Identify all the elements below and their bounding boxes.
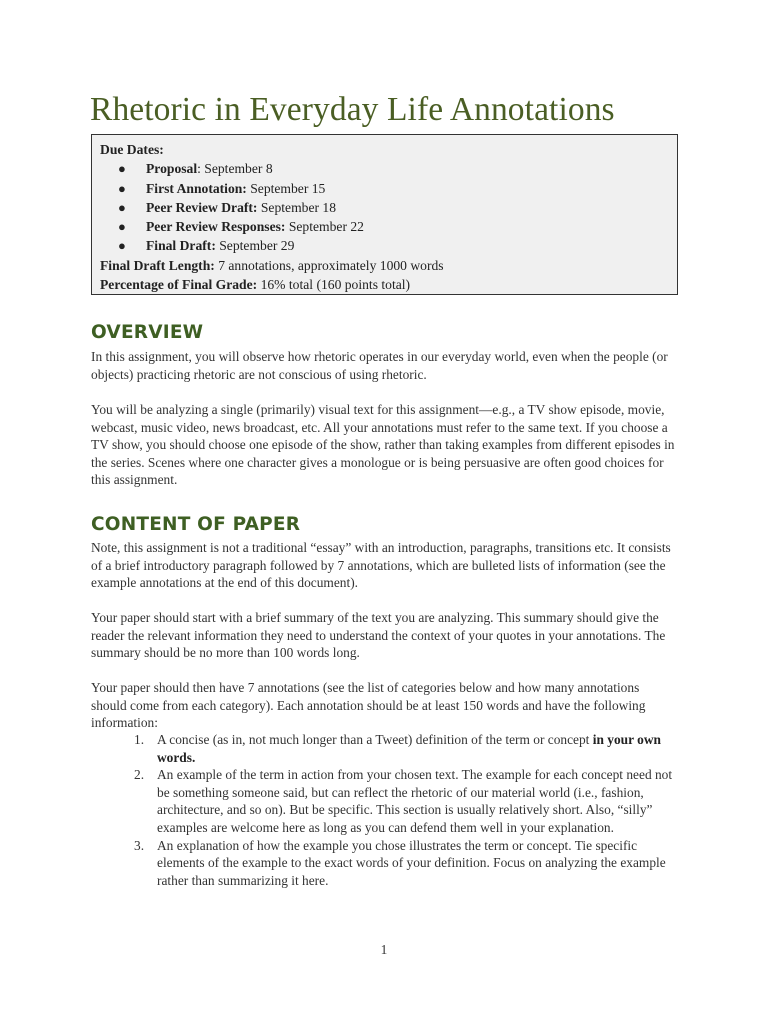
due-date-item xyxy=(100,198,677,217)
due-date-label: Peer Review Responses: xyxy=(146,219,286,235)
list-number: 2. xyxy=(134,767,145,783)
due-date-item xyxy=(100,236,677,255)
list-item xyxy=(91,731,676,766)
due-date-label: Proposal xyxy=(146,161,198,177)
content-paragraph-2: Your paper should start with a brief summary of the text you are analyzing. This summary should give the reader the relevant information they need to understand the context of your quotes in your annotations. The summary should be no more than 100 words long. xyxy=(91,610,666,661)
due-date-label: Peer Review Draft: xyxy=(146,199,258,215)
content-paragraph-3: Your paper should then have 7 annotations (see the list of categories below and how many annotations should come from each category). Each annotation should be at least 150 words and have the following information: xyxy=(91,680,646,731)
content-paragraph-1: Note, this assignment is not a traditional “essay” with an introduction, paragraphs, transitions etc. It consists of a brief introductory paragraph followed by 7 annotations, which are bulleted lists of information (see the example annotations at the end of this document). xyxy=(91,540,671,591)
bullet-icon: ● xyxy=(118,238,126,254)
due-dates-heading: Due Dates: xyxy=(100,142,164,157)
content-of-paper-heading: CONTENT OF PAPER xyxy=(91,514,301,535)
due-dates-box xyxy=(91,134,678,295)
overview-heading: OVERVIEW xyxy=(91,322,204,343)
due-date-label: Final Draft: xyxy=(146,238,216,254)
final-grade-percentage xyxy=(100,275,677,294)
due-date-item xyxy=(100,217,677,236)
bullet-icon: ● xyxy=(118,161,126,177)
list-number: 3. xyxy=(134,837,145,853)
annotation-requirements-list xyxy=(91,731,676,889)
list-item-text: A concise (as in, not much longer than a Tweet) definition of the term or concept xyxy=(157,732,593,747)
bullet-icon: ● xyxy=(118,199,126,215)
due-date-value: : September 8 xyxy=(197,161,273,177)
due-date-label: First Annotation: xyxy=(146,180,247,196)
due-date-item xyxy=(100,179,677,198)
overview-paragraph-2: You will be analyzing a single (primarily) visual text for this assignment—e.g., a TV show episode, movie, webcast, music video, news broadcast, etc. All your annotations must refer to the same text. If you choose a TV show, you should choose one episode of the show, rather than taking examples from different episodes in the series. Scenes where one character gives a monologue or is being persuasive are often good choices for this assignment. xyxy=(91,402,675,488)
overview-paragraph-1: In this assignment, you will observe how rhetoric operates in our everyday world, even when the people (or objects) practicing rhetoric are not conscious of using rhetoric. xyxy=(91,349,668,382)
final-draft-length xyxy=(100,256,677,275)
due-date-value: September 15 xyxy=(246,180,326,196)
document-title: Rhetoric in Everyday Life Annotations xyxy=(90,91,615,128)
page-number: 1 xyxy=(380,942,388,957)
due-date-value: September 22 xyxy=(285,219,364,235)
final-grade-value: 16% total (160 points total) xyxy=(257,277,411,293)
list-number: 1. xyxy=(134,732,145,747)
due-dates-list xyxy=(100,159,677,255)
final-draft-length-value: 7 annotations, approximately 1000 words xyxy=(214,257,444,273)
list-item-text: An explanation of how the example you chose illustrates the term or concept. Tie specific elements of the example to the exact words of your definition. Focus on analyzing the example rather than summarizing it here. xyxy=(157,837,666,888)
due-date-item xyxy=(100,159,677,178)
final-draft-length-label: Final Draft Length: xyxy=(100,257,215,273)
due-date-value: September 18 xyxy=(257,199,336,215)
list-item xyxy=(91,766,676,836)
bullet-icon: ● xyxy=(118,180,126,196)
list-item xyxy=(91,837,676,890)
list-item-text: An example of the term in action from your chosen text. The example for each concept need not be something someone said, but can reflect the rhetoric of our material world (i.e., fashion, architecture, and so on). But be specific. This section is usually relatively short. Also, “silly” examples are welcome here as long as you can defend them well in your explanation. xyxy=(157,767,673,835)
bullet-icon: ● xyxy=(118,219,126,235)
final-grade-label: Percentage of Final Grade: xyxy=(100,277,258,293)
list-item-emphasis: in your own words. xyxy=(157,732,661,765)
due-date-value: September 29 xyxy=(215,238,295,254)
